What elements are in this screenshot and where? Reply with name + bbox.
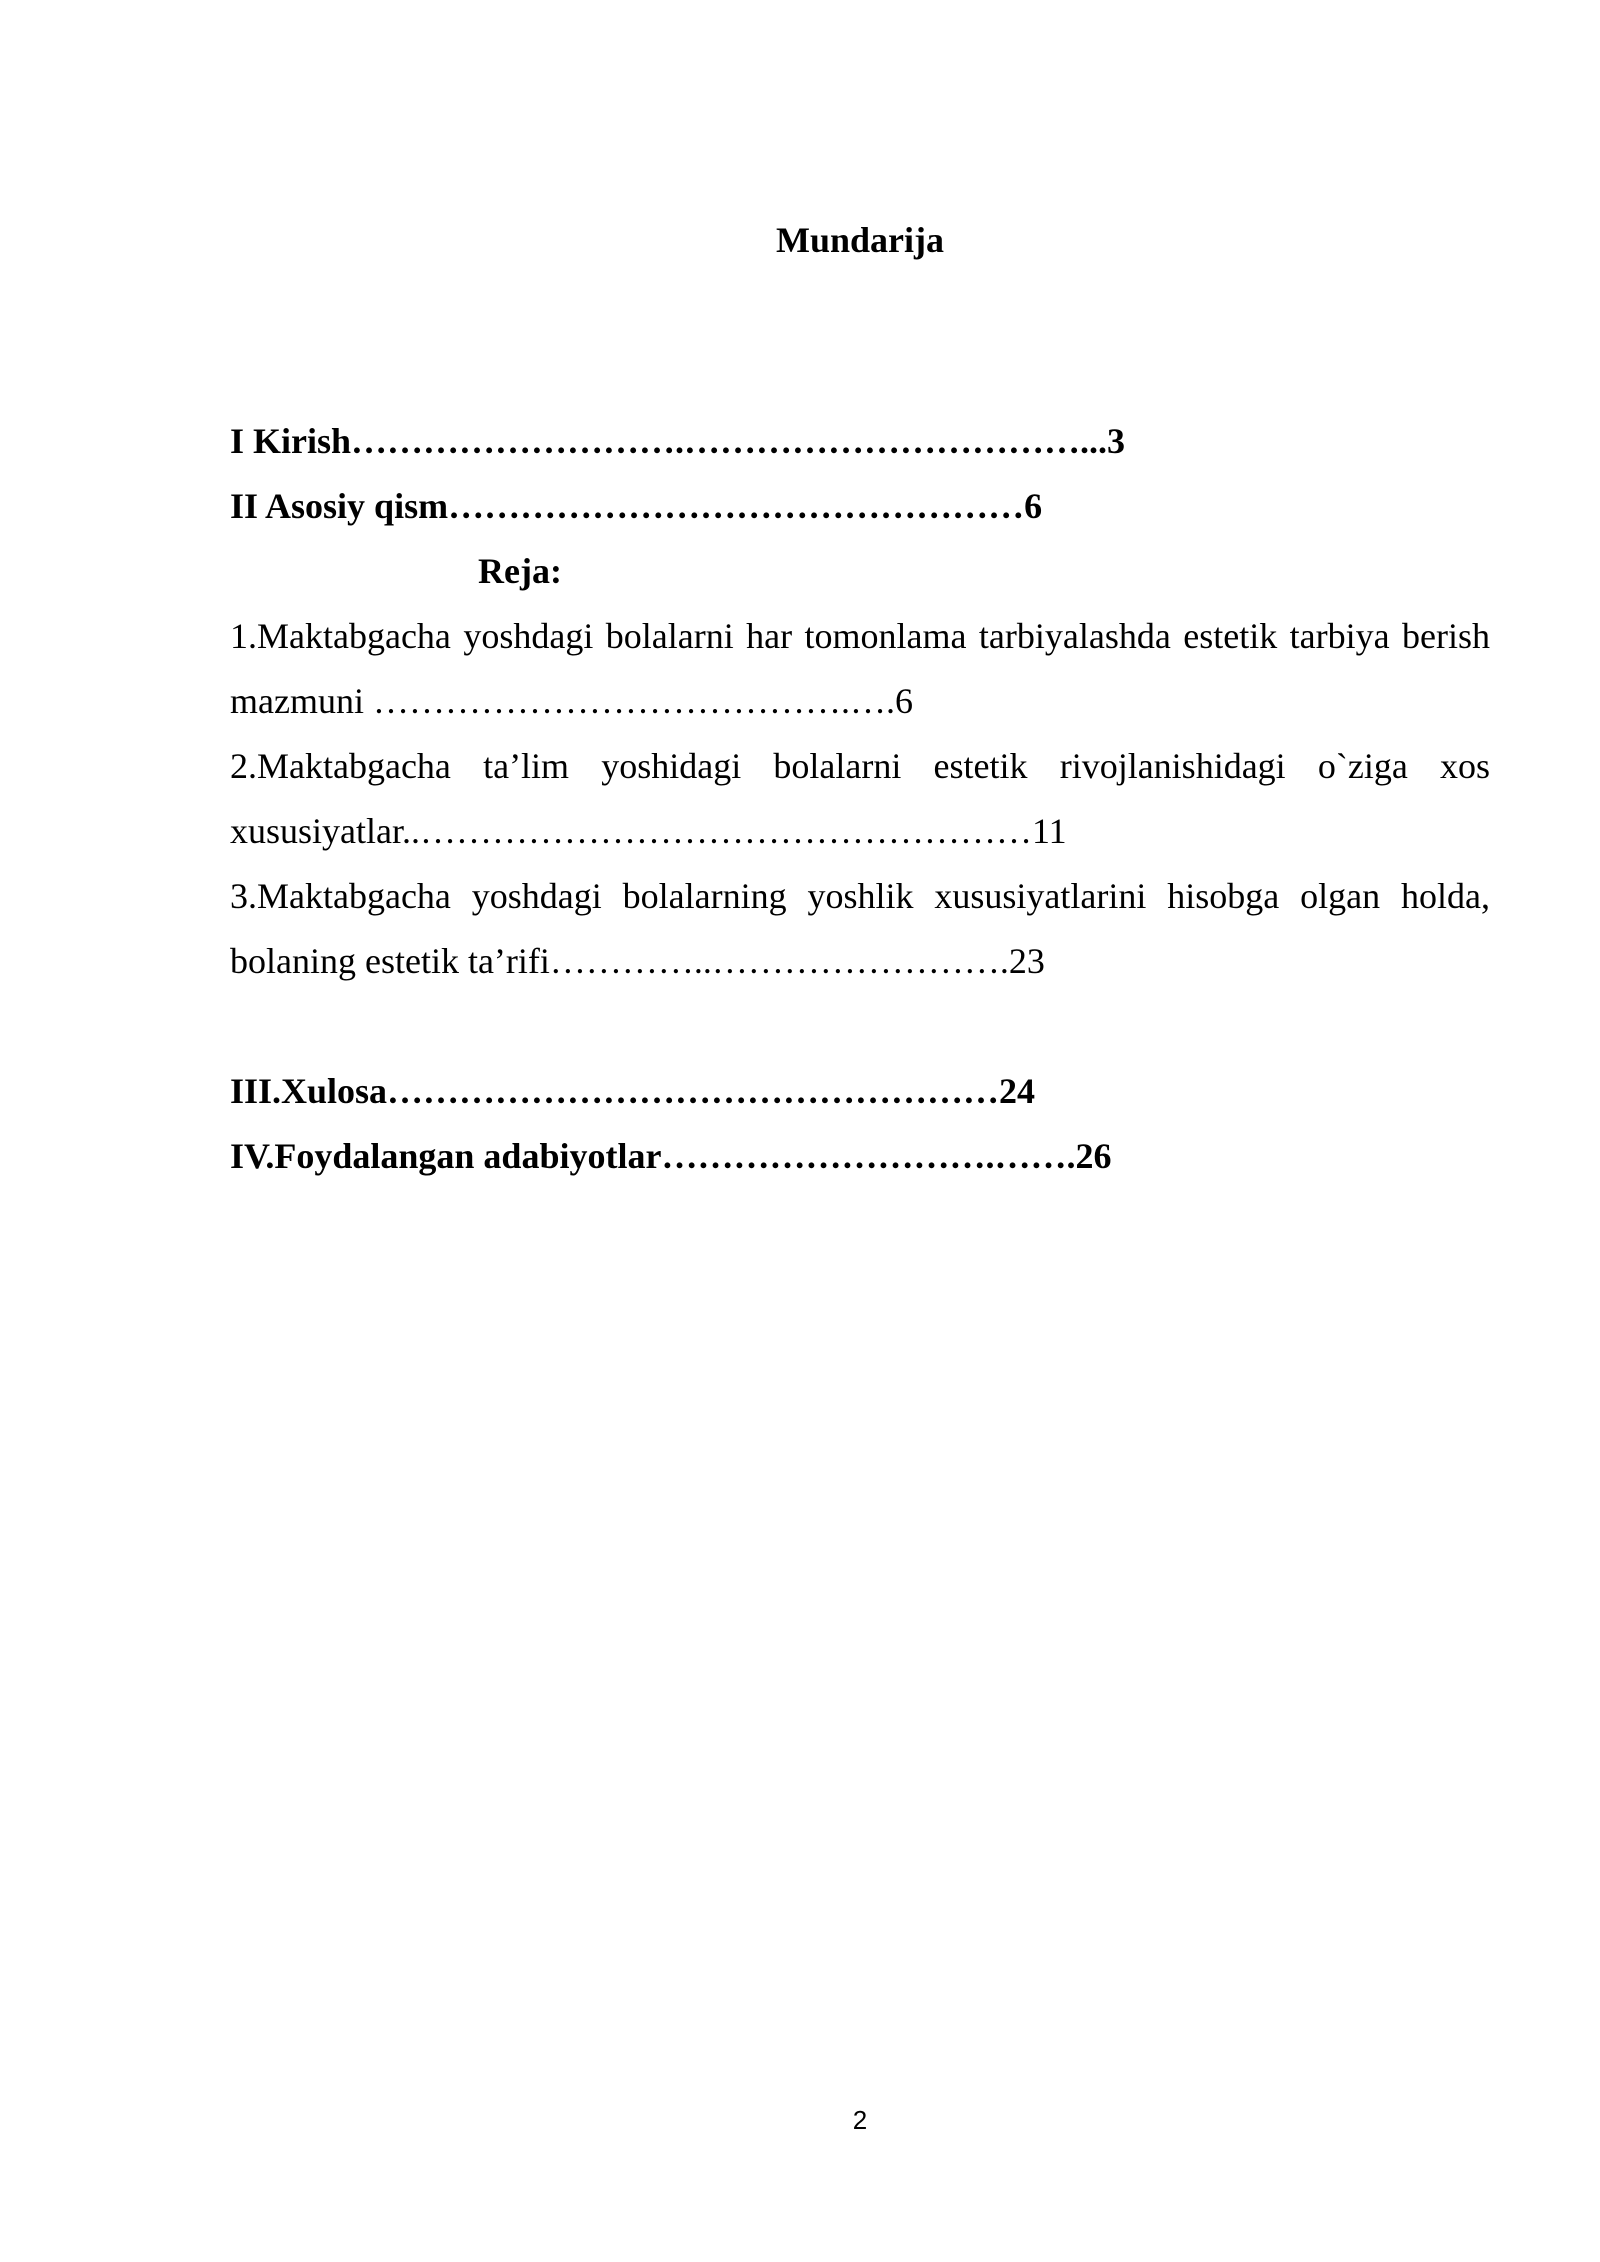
toc-entry-introduction: I Kirish……………………….……………………………...3 <box>230 421 1126 461</box>
table-of-contents <box>230 409 1490 1189</box>
toc-entry-main-part: II Asosiy qism…………………………………………6 <box>230 486 1043 526</box>
toc-entry-item-1: 1.Maktabgacha yoshdagi bolalarni har tomonlama tarbiyalashda estetik tarbiya berish mazmuni ………………………………….….6 <box>230 616 1490 721</box>
page-number: 2 <box>852 2105 868 2135</box>
section-spacer <box>230 994 1490 1059</box>
plan-heading: Reja: <box>478 551 562 591</box>
toc-entry-conclusion: III.Xulosa……………………………………………24 <box>230 1071 1036 1111</box>
toc-entry-references: IV.Foydalangan adabiyotlar……………………….…….26 <box>230 1136 1112 1176</box>
toc-entry-item-2: 2.Maktabgacha ta’lim yoshidagi bolalarni estetik rivojlanishidagi o`ziga xos xususiyatlar..……………………………………………11 <box>230 746 1490 851</box>
page-title: Mundarija <box>775 220 944 260</box>
toc-entry-item-3: 3.Maktabgacha yoshdagi bolalarning yoshlik xususiyatlarini hisobga olgan holda, bolaning estetik ta’rifi…………..…………………….23 <box>230 876 1490 981</box>
